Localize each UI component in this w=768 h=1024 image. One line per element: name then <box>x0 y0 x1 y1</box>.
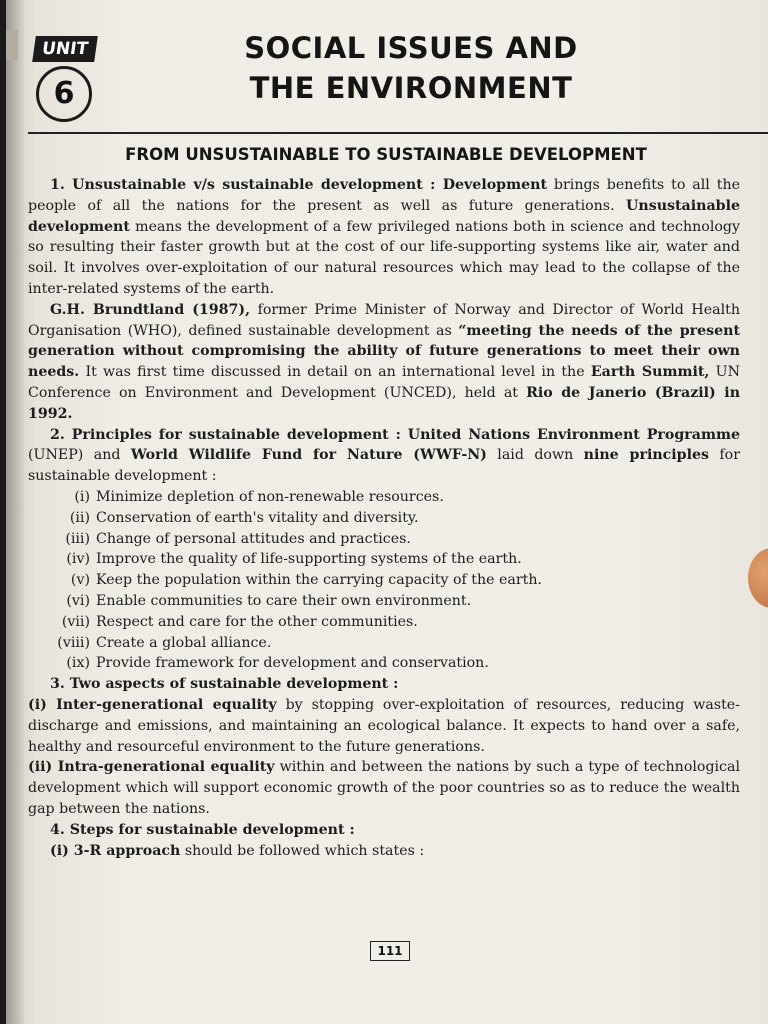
paragraph-brundtland <box>28 300 740 425</box>
list-item <box>28 653 740 674</box>
list-item-text: Minimize depletion of non-renewable resources. <box>96 488 444 505</box>
list-item-num: (i) <box>74 488 90 505</box>
list-item <box>28 612 740 633</box>
list-item-text: Conservation of earth's vitality and diversity. <box>96 509 419 526</box>
chapter-title-line-1: SOCIAL ISSUES AND <box>244 31 578 65</box>
p2-text-2: It was first time discussed in detail on an international level in the <box>79 364 591 381</box>
list-item <box>28 633 740 654</box>
list-item-num: (vi) <box>66 592 90 609</box>
unit-badge <box>28 36 100 122</box>
p8-bold-1: (i) 3-R approach <box>50 842 181 859</box>
p3-bold-3: nine principles <box>583 447 709 464</box>
p1-text-1: brings benefits to all the people of all the nations for the present as well as future generations. <box>28 177 740 214</box>
p3-text-1: (UNEP) and <box>28 447 131 464</box>
page-number: 111 <box>370 941 410 961</box>
list-item <box>28 508 740 529</box>
steps-heading: 4. Steps for sustainable development : <box>50 821 355 838</box>
paragraph-principles <box>28 425 740 487</box>
list-item-num: (ix) <box>66 655 90 672</box>
list-item-num: (iv) <box>66 551 90 568</box>
p3-bold-1: 2. Principles for sustainable development : United Nations Environment Programme <box>50 426 740 443</box>
list-item-text: Improve the quality of life-supporting systems of the earth. <box>96 551 522 568</box>
list-item-text: Keep the population within the carrying capacity of the earth. <box>96 572 542 589</box>
p8-text-1: should be followed which states : <box>180 842 425 859</box>
paragraph-unsustainable <box>28 175 740 300</box>
unit-label: UNIT <box>32 36 98 62</box>
unit-number: 6 <box>36 66 92 122</box>
two-aspects-heading: 3. Two aspects of sustainable development : <box>50 676 399 693</box>
p1-lead-num: 1. <box>50 177 73 193</box>
p2-bold-2: “meeting the needs of the present generation without compromising the ability of future generations to meet their own needs. <box>28 322 740 381</box>
book-page <box>6 0 768 1024</box>
list-item-text: Change of personal attitudes and practices. <box>96 530 411 547</box>
finger-thumb <box>748 548 768 608</box>
p2-bold-3: Earth Summit, <box>590 364 710 381</box>
p6-bold-1: (ii) Intra-generational equality <box>28 759 275 776</box>
page-gutter <box>6 0 24 1024</box>
paragraph-inter-generational <box>28 695 740 757</box>
heading-steps <box>28 820 740 841</box>
list-item-text: Respect and care for the other communities. <box>96 613 418 630</box>
p3-bold-2: World Wildlife Fund for Nature (WWF-N) <box>130 447 487 464</box>
p2-bold-4: Rio de Janerio (Brazil) in 1992. <box>28 384 741 422</box>
p1-bold-2: Unsustainable development <box>28 197 740 235</box>
p6-text-1: within and between the nations by such a type of technological development which will support economic growth of the poor countries so as to reduce the wealth gap between the nations. <box>28 759 741 817</box>
list-item-num: (vii) <box>61 613 90 630</box>
header-rule <box>28 132 768 134</box>
paragraph-3r <box>28 841 740 862</box>
list-item-text: Provide framework for development and conservation. <box>96 655 489 672</box>
list-item <box>28 570 740 591</box>
heading-two-aspects <box>28 674 740 695</box>
paragraph-intra-generational <box>28 757 740 819</box>
section-title: FROM UNSUSTAINABLE TO SUSTAINABLE DEVELOPMENT <box>125 145 647 164</box>
p2-text-1: former Prime Minister of Norway and Director of World Health Organisation (WHO), defined sustainable development as <box>28 301 741 339</box>
chapter-title-line-2: THE ENVIRONMENT <box>249 71 573 105</box>
list-item <box>28 549 740 570</box>
list-item-text: Create a global alliance. <box>96 634 272 651</box>
list-item-num: (viii) <box>57 634 90 651</box>
p2-text-3: UN Conference on Environment and Development (UNCED), held at <box>28 364 741 401</box>
body-text <box>28 175 740 861</box>
list-item <box>28 529 740 550</box>
chapter-title <box>186 28 636 108</box>
list-item-text: Enable communities to care their own environment. <box>96 592 472 609</box>
list-item-num: (v) <box>70 572 90 589</box>
list-item <box>28 591 740 612</box>
list-item-num: (ii) <box>69 509 90 526</box>
list-item <box>28 487 740 508</box>
p1-text-2: means the development of a few privileged nations both in science and technology so resulting their faster growth but at the cost of our life-supporting systems like air, water and soil. It involves over-exploitation of our natural resources which may lead to the collapse of the inter-related systems of the earth. <box>28 218 740 297</box>
p5-text-1: by stopping over-exploitation of resources, reducing waste-discharge and emissions, and maintaining an ecological balance. It expects to hand over a safe, healthy and resourceful environment to the future generations. <box>28 696 740 755</box>
principles-list <box>28 487 740 674</box>
p1-lead-bold: Unsustainable v/s sustainable development : Development <box>72 177 547 193</box>
list-item-num: (iii) <box>65 530 90 547</box>
binding-tab <box>6 30 18 60</box>
p3-text-3: for sustainable development : <box>28 447 740 485</box>
p3-text-2: laid down <box>486 447 584 464</box>
p2-bold-1: G.H. Brundtland (1987), <box>50 301 251 318</box>
p5-bold-1: (i) Inter-generational equality <box>28 696 277 713</box>
